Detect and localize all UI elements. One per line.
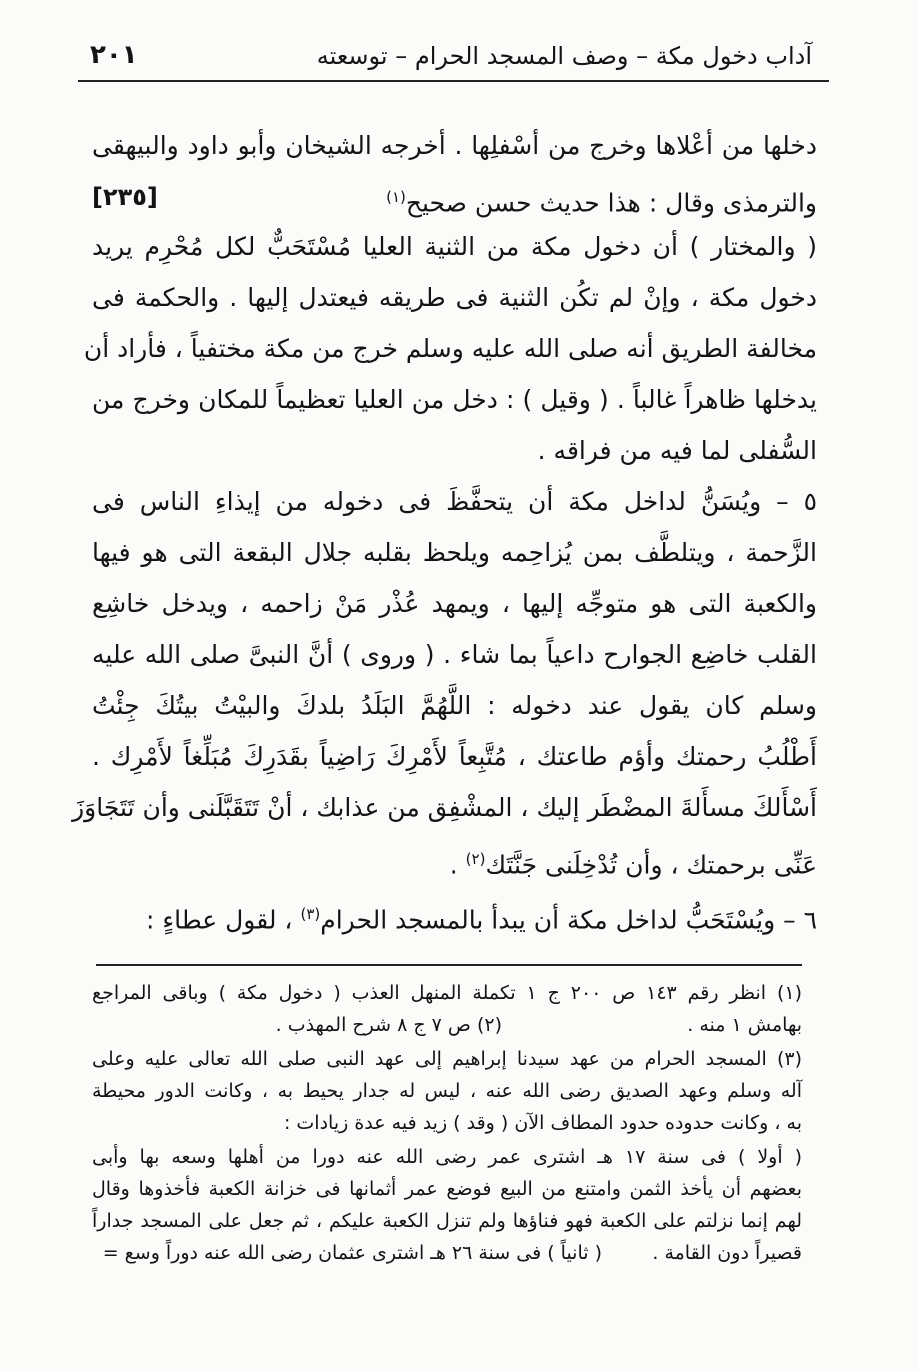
text-line-with-reference — [92, 894, 817, 940]
text-line: القلب خاضِع الجوارح داعياً بما شاء . ( وروى ) أنَّ النبىَّ صلى الله عليه — [92, 640, 817, 669]
footnote-line: (١) انظر رقم ١٤٣ ص ٢٠٠ ج ١ تكملة المنهل العذب ( دخول مكة ) وباقى المراجع — [92, 982, 802, 1004]
footnote-line: ( أولا ) فى سنة ١٧ هـ اشترى عمر رضى الله عنه دورا من أهلها وسعه بها وأبى — [92, 1146, 802, 1168]
text-fragment: عَنِّى برحمتك ، وأن تُدْخِلَنى جَنَّتَك — [485, 850, 817, 880]
running-title: آداب دخول مكة – وصف المسجد الحرام – توسعته — [316, 42, 812, 70]
text-line: ٥ – ويُسَنُّ لداخل مكة أن يتحفَّظَ فى دخوله من إيذاءِ الناس فى — [92, 487, 817, 516]
footnote-line: بعضهم أن يأخذ الثمن وامتنع من البيع فوضع عمر أثمانها فى خزانة الكعبة فأخذوها وقال — [92, 1178, 802, 1200]
footnote-ref-3: (٣) — [300, 905, 321, 923]
text-line: يدخلها ظاهراً غالباً . ( وقيل ) : دخل من العليا تعظيماً للمكان وخرج من — [92, 385, 817, 414]
page-header — [90, 30, 817, 80]
hadith-number: [٢٣٥] — [92, 183, 158, 211]
footnote-ref-1: (١) — [386, 188, 406, 206]
text-line-with-reference: عَنِّى برحمتك ، وأن تُدْخِلَنى جَنَّتَك$^{(٢)}$ . — [449, 850, 817, 880]
text-line: أَسْأَلكَ مسأَلةَ المضْطَر إليك ، المشْفِق من عذابك ، أنْ تَتَقَبَّلَنى وأن تَتَجَاوَزَ — [72, 793, 817, 822]
footnote-line: ( ثانياً ) فى سنة ٢٦ هـ اشترى عثمان رضى الله عنه دوراً وسع = — [102, 1242, 602, 1264]
footnote-separator — [96, 964, 802, 966]
text-line: السُّفلى لما فيه من فراقه . — [537, 436, 817, 465]
footnote-ref-2: (٢) — [465, 850, 486, 868]
text-line: دخلها من أعْلاها وخرج من أسْفلِها . أخرجه الشيخان وأبو داود والبيهقى — [92, 131, 817, 160]
text-line: دخول مكة ، وإنْ لم تكُن الثنية فى طريقه فيعتدل إليها . والحكمة فى — [92, 283, 817, 312]
footnote-line: (٢) ص ٧ ج ٨ شرح المهذب . — [275, 1014, 502, 1036]
text-line: والكعبة التى هو متوجِّه إليها ، ويمهد عُذْر مَنْ زاحمه ، ويدخل خاشِع — [92, 589, 817, 618]
footnote-line: (٣) المسجد الحرام من عهد سيدنا إبراهيم إلى عهد النبى صلى الله تعالى عليه وعلى — [92, 1048, 802, 1070]
header-rule — [78, 80, 829, 82]
text-fragment: ٦ – ويُسْتَحَبُّ لداخل مكة أن يبدأ بالمسجد الحرام — [320, 905, 817, 935]
text-fragment: ، لقول عطاءٍ : — [146, 905, 293, 935]
footnote-line: آله وسلم وعهد الصديق رضى الله عنه ، ليس له جدار يحيط به ، وكانت الدور محيطة — [92, 1080, 802, 1102]
text-line: مخالفة الطريق أنه صلى الله عليه وسلم خرج من مكة مختفياً ، فأراد أن — [83, 334, 817, 363]
footnote-line: قصيراً دون القامة . — [652, 1242, 802, 1264]
footnote-line: لهم إنما نزلتم على الكعبة فهو فناؤها ولم تنزل الكعبة عليكم ، ثم جعل على المسجد جداراً — [92, 1210, 802, 1232]
footnote-line: به ، وكانت حدوده حدود المطاف الآن ( وقد ) زيد فيه عدة زيادات : — [283, 1112, 802, 1134]
text-line: وسلم كان يقول عند دخوله : اللَّهُمَّ البَلَدُ بلدكَ والبيْتُ بيتُكَ جِئْتُ — [92, 691, 817, 720]
page-number: ٢٠١ — [90, 40, 138, 70]
text-fragment: والترمذى وقال : هذا حديث حسن صحيح — [405, 188, 817, 218]
text-line: الزَّحمة ، ويتلطَّف بمن يُزاحِمه ويلحظ بقلبه جلال البقعة التى هو فيها — [92, 538, 817, 567]
text-line: أَطْلُبُ رحمتك وأؤم طاعتك ، مُتَّبِعاً لأَمْرِكَ رَاضِياً بقَدَرِكَ مُبَلِّغاً لأَمْرِك . — [92, 742, 817, 771]
text-line-with-reference — [92, 177, 817, 223]
footnote-line: بهامش ١ منه . — [687, 1014, 802, 1036]
text-line: ( والمختار ) أن دخول مكة من الثنية العليا مُسْتَحَبٌّ لكل مُحْرِم يريد — [92, 232, 817, 261]
